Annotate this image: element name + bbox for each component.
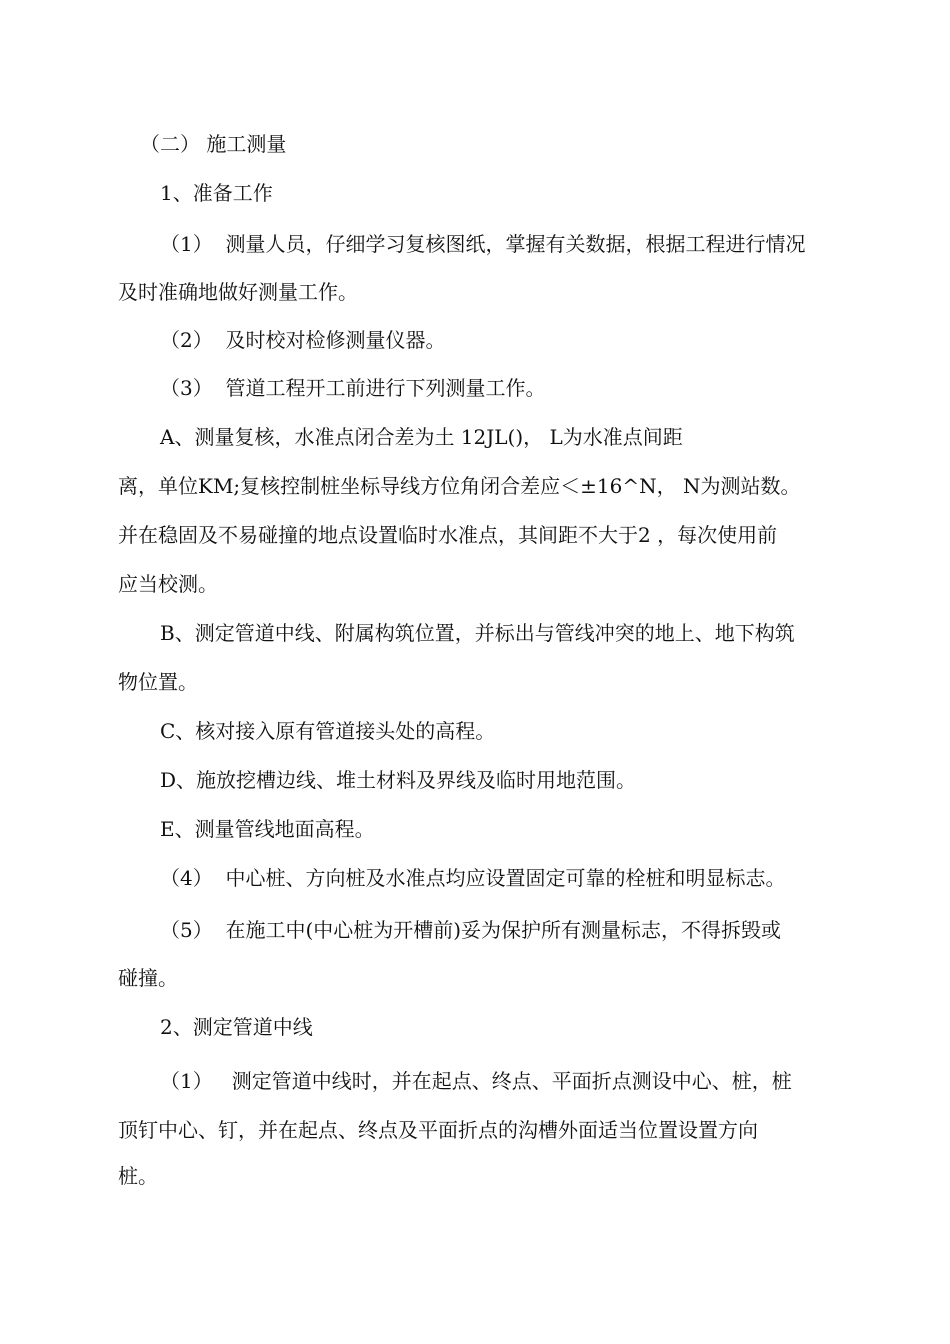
paragraph-line: B、测定管道中线、附属构筑位置，并标出与管线冲突的地上、地下构筑 — [160, 621, 795, 645]
paragraph-line: E、测量管线地面高程。 — [160, 817, 375, 841]
paragraph-line: 应当校测。 — [118, 572, 218, 596]
paragraph-line: 桩。 — [118, 1164, 158, 1188]
section-heading: （二） 施工测量 — [140, 132, 287, 156]
paragraph-line: 离，单位KM;复核控制桩坐标导线方位角闭合差应＜±16^N， N为测站数。 — [118, 474, 801, 498]
paragraph-line: 顶钉中心、钉，并在起点、终点及平面折点的沟槽外面适当位置设置方向 — [118, 1118, 758, 1142]
paragraph-line: C、核对接入原有管道接头处的高程。 — [160, 719, 496, 743]
paragraph-line: 物位置。 — [118, 670, 198, 694]
paragraph-line: （5） 在施工中(中心桩为开槽前)妥为保护所有测量标志，不得拆毁或 — [160, 918, 782, 942]
paragraph-line: 及时准确地做好测量工作。 — [118, 280, 358, 304]
paragraph-line: （3） 管道工程开工前进行下列测量工作。 — [160, 376, 546, 400]
paragraph-line: （4） 中心桩、方向桩及水准点均应设置固定可靠的栓桩和明显标志。 — [160, 866, 786, 890]
paragraph-line: 碰撞。 — [118, 966, 178, 990]
paragraph-line: （1） 测量人员，仔细学习复核图纸，掌握有关数据，根据工程进行情况 — [160, 232, 806, 256]
paragraph-line: D、施放挖槽边线、堆土材料及界线及临时用地范围。 — [160, 768, 637, 792]
paragraph-line: （2） 及时校对检修测量仪器。 — [160, 328, 446, 352]
subsection-heading: 1、准备工作 — [160, 181, 273, 205]
subsection-heading: 2、测定管道中线 — [160, 1015, 313, 1039]
paragraph-line: A、测量复核，水准点闭合差为土 12JL()， L为水准点间距 — [160, 425, 683, 449]
paragraph-line: 并在稳固及不易碰撞的地点设置临时水准点，其间距不大于2 ，每次使用前 — [118, 523, 778, 547]
paragraph-line: （1） 测定管道中线时，并在起点、终点、平面折点测设中心、桩，桩 — [160, 1069, 792, 1093]
